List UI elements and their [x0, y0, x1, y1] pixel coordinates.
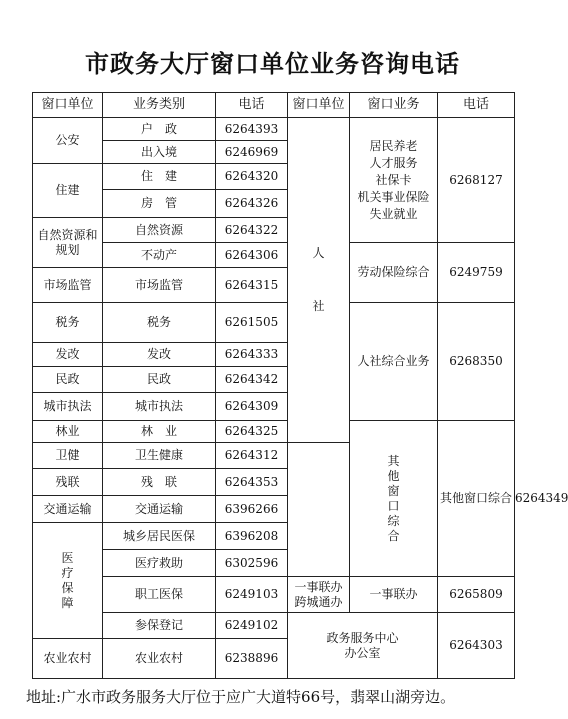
phone-cell: 6264326 — [216, 190, 288, 218]
vertical-char: 人 — [312, 246, 325, 260]
phone-cell: 6264353 — [216, 469, 288, 496]
header-cell: 业务类别 — [103, 93, 216, 118]
category-cell: 自然资源 — [103, 218, 216, 243]
unit-cell-medical — [33, 523, 103, 639]
unit-cell-other — [350, 421, 438, 577]
service-line: 失业就业 — [369, 206, 418, 221]
unit-cell: 住建 — [33, 164, 103, 218]
vertical-char: 他 — [387, 468, 400, 483]
service-cell: 劳动保险综合 — [350, 243, 438, 303]
category-cell: 农业农村 — [103, 639, 216, 679]
category-cell: 出入境 — [103, 141, 216, 164]
unit-cell: 市场监管 — [33, 268, 103, 303]
category-cell: 医疗救助 — [103, 550, 216, 577]
category-cell: 税务 — [103, 303, 216, 343]
page-title: 市政务大厅窗口单位业务咨询电话 — [85, 49, 460, 78]
unit-cell: 林业 — [33, 421, 103, 443]
unit-cell-renshe — [288, 118, 350, 443]
vertical-char: 社 — [312, 299, 325, 313]
header-cell: 窗口单位 — [288, 93, 350, 118]
service-cell: 一事联办 — [350, 577, 438, 613]
service-line: 人才服务 — [369, 155, 418, 170]
category-cell: 户 政 — [103, 118, 216, 141]
category-cell: 交通运输 — [103, 496, 216, 523]
vertical-char: 疗 — [61, 565, 74, 580]
office-line: 政务服务中心 — [326, 630, 399, 645]
category-cell: 林 业 — [103, 421, 216, 443]
phone-cell: 6249759 — [438, 243, 515, 303]
table-row — [33, 613, 515, 639]
category-cell: 残 联 — [103, 469, 216, 496]
phone-cell: 6249102 — [216, 613, 288, 639]
category-cell: 住 建 — [103, 164, 216, 190]
category-cell: 民政 — [103, 367, 216, 393]
phone-cell: 6264303 — [438, 613, 515, 679]
service-cell: 其他窗口综合 — [438, 421, 515, 577]
vertical-char: 保 — [61, 580, 74, 595]
unit-cell — [33, 218, 103, 268]
category-cell: 职工医保 — [103, 577, 216, 613]
phone-cell: 6264312 — [216, 443, 288, 469]
unit-cell: 公安 — [33, 118, 103, 164]
unit-cell: 发改 — [33, 343, 103, 367]
vertical-char: 窗 — [387, 483, 400, 498]
vertical-char: 其 — [387, 453, 400, 468]
header-row — [33, 93, 515, 118]
service-line: 居民养老 — [369, 138, 418, 153]
unit-cell: 农业农村 — [33, 639, 103, 679]
header-cell: 窗口业务 — [350, 93, 438, 118]
office-cell — [288, 613, 438, 679]
vertical-char: 综 — [387, 513, 400, 528]
unit-cell: 残联 — [33, 469, 103, 496]
phone-cell: 6264306 — [216, 243, 288, 268]
phone-cell: 6264393 — [216, 118, 288, 141]
phone-cell: 6264325 — [216, 421, 288, 443]
unit-cell — [288, 577, 350, 613]
unit-cell: 税务 — [33, 303, 103, 343]
header-cell: 电话 — [216, 93, 288, 118]
header-cell: 窗口单位 — [33, 93, 103, 118]
unit-line: 一事联办 — [294, 579, 343, 594]
phone-cell: 6268127 — [438, 118, 515, 243]
service-cell — [350, 118, 438, 243]
category-cell: 城市执法 — [103, 393, 216, 421]
category-cell: 参保登记 — [103, 613, 216, 639]
category-cell: 市场监管 — [103, 268, 216, 303]
address-footer: 地址:广水市政务服务大厅位于应广大道特66号，翡翠山湖旁边。 — [26, 688, 456, 706]
vertical-char: 合 — [387, 528, 400, 543]
category-cell: 卫生健康 — [103, 443, 216, 469]
table-row — [33, 303, 515, 343]
unit-cell: 城市执法 — [33, 393, 103, 421]
office-line: 办公室 — [344, 645, 381, 660]
vertical-char: 口 — [387, 498, 400, 513]
phone-cell: 6264315 — [216, 268, 288, 303]
service-line: 社保卡 — [375, 172, 412, 187]
category-cell: 发改 — [103, 343, 216, 367]
unit-line: 跨城通办 — [294, 594, 343, 609]
phone-cell: 6264342 — [216, 367, 288, 393]
phone-cell: 6396266 — [216, 496, 288, 523]
table-row — [33, 243, 515, 268]
unit-cell: 卫健 — [33, 443, 103, 469]
phone-cell: 6264322 — [216, 218, 288, 243]
phone-cell: 6246969 — [216, 141, 288, 164]
service-line: 机关事业保险 — [357, 189, 430, 204]
vertical-char: 障 — [61, 595, 74, 610]
phone-cell: 6302596 — [216, 550, 288, 577]
service-cell: 人社综合业务 — [350, 303, 438, 421]
phone-cell: 6264320 — [216, 164, 288, 190]
phone-cell: 6238896 — [216, 639, 288, 679]
unit-line: 规划 — [55, 242, 80, 257]
phone-cell: 6264309 — [216, 393, 288, 421]
category-cell: 房 管 — [103, 190, 216, 218]
table-row — [33, 577, 515, 613]
unit-cell: 交通运输 — [33, 496, 103, 523]
vertical-char: 医 — [61, 550, 74, 565]
header-cell: 电话 — [438, 93, 515, 118]
table-row: 林业 林 业 6264325 其 他 窗 口 综 合 其他窗口综合 6264349 — [33, 421, 515, 443]
unit-cell: 民政 — [33, 367, 103, 393]
contact-table — [32, 92, 568, 679]
unit-line: 自然资源和 — [37, 227, 98, 242]
category-cell: 不动产 — [103, 243, 216, 268]
phone-cell: 6249103 — [216, 577, 288, 613]
phone-cell: 6268350 — [438, 303, 515, 421]
phone-cell: 6261505 — [216, 303, 288, 343]
category-cell: 城乡居民医保 — [103, 523, 216, 550]
phone-cell: 6265809 — [438, 577, 515, 613]
phone-cell: 6396208 — [216, 523, 288, 550]
table-row — [33, 118, 515, 141]
phone-cell: 6264333 — [216, 343, 288, 367]
